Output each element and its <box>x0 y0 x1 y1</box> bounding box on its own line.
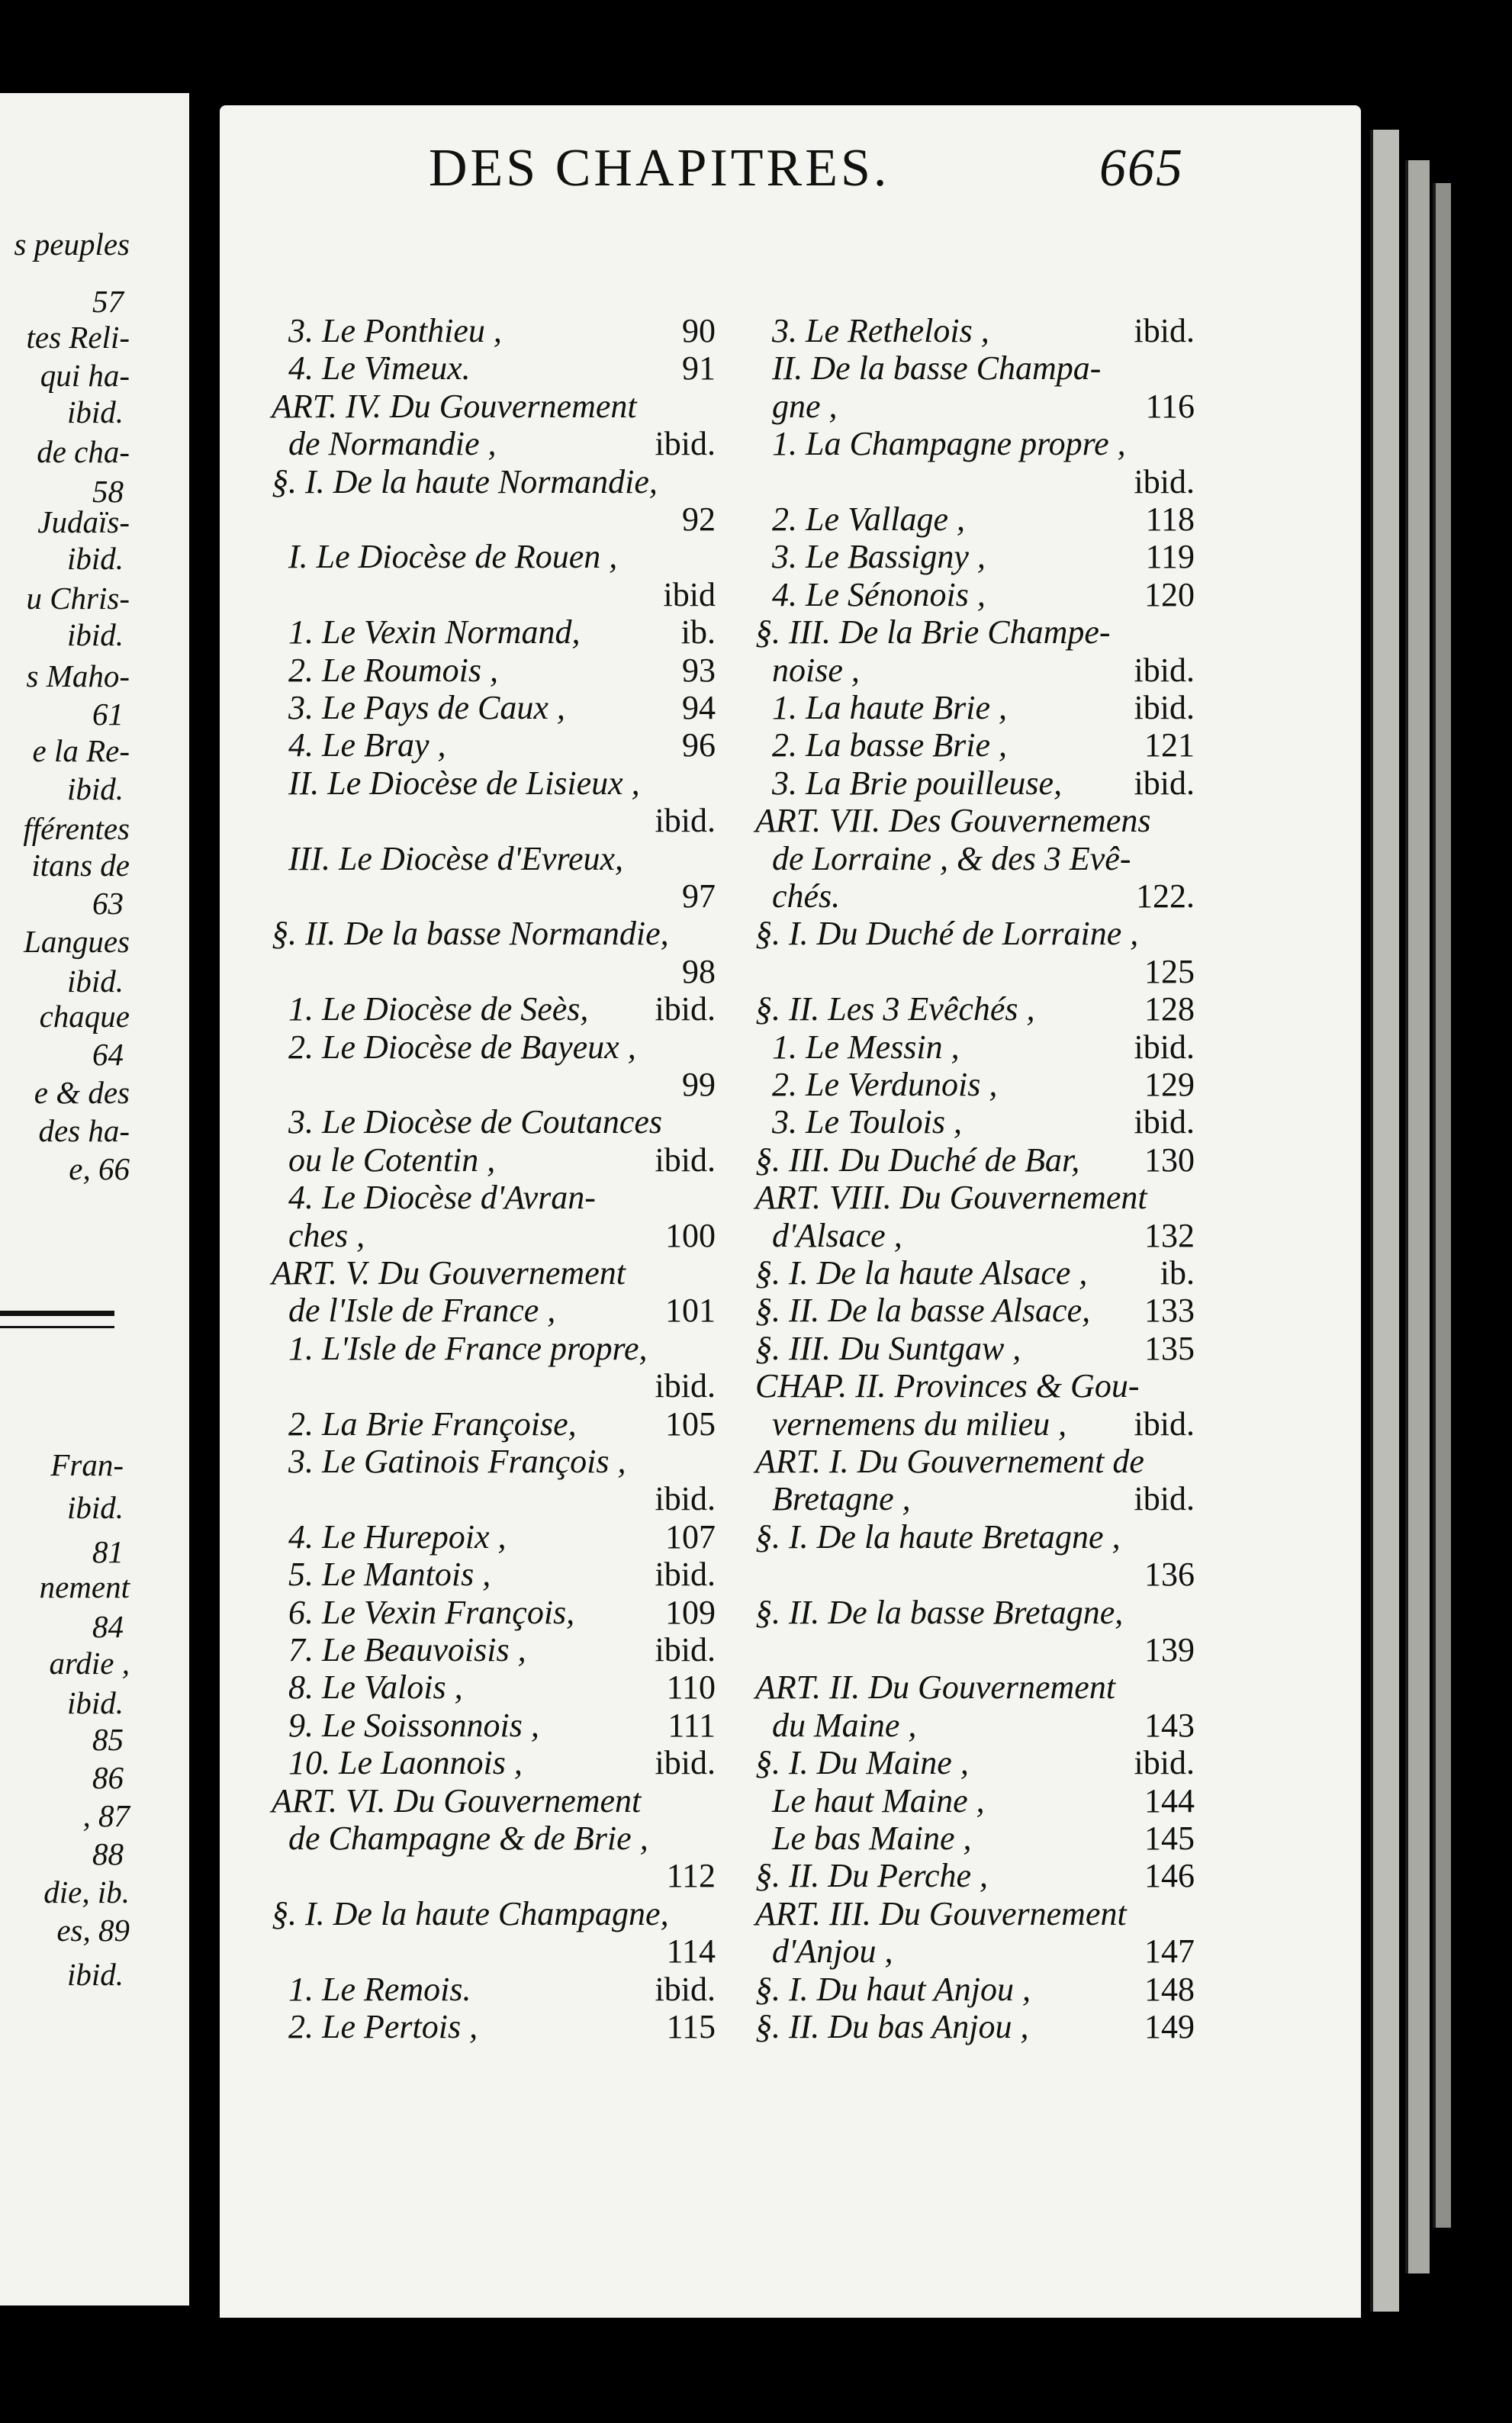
toc-entry-title: 2. Le Verdunois , <box>772 1066 998 1103</box>
toc-entry-title: 10. Le Laonnois , <box>288 1744 523 1781</box>
toc-entry-page: ib. <box>1160 1254 1195 1292</box>
toc-entry-page: ibid. <box>1134 1103 1195 1141</box>
toc-entry-page: 143 <box>1144 1707 1195 1744</box>
toc-entry-page: ibid. <box>655 1480 716 1517</box>
left-page-text: ibid. <box>66 541 124 576</box>
toc-entry-title: §. I. Du haut Anjou , <box>755 1971 1031 2008</box>
toc-entry-title: I. Le Diocèse de Rouen , <box>288 538 618 575</box>
toc-entry-title: d'Anjou , <box>772 1932 893 1970</box>
left-page-text: chaque <box>39 999 130 1034</box>
toc-entry-title: 3. Le Toulois , <box>772 1103 963 1141</box>
left-page-text: ibid. <box>66 617 124 652</box>
left-page-text: Fran- <box>50 1447 124 1482</box>
left-page-text: Judaïs- <box>37 504 130 539</box>
toc-entry-title: 4. Le Diocèse d'Avran- <box>288 1179 596 1216</box>
toc-entry-title: 8. Le Valois , <box>288 1668 463 1706</box>
toc-entry-page: ibid. <box>655 1556 716 1593</box>
toc-entry-title: ART. I. Du Gouvernement de <box>755 1443 1144 1480</box>
page-edge <box>1370 130 1399 2312</box>
toc-entry-title: noise , <box>772 652 860 689</box>
left-page-text: die, ib. <box>43 1874 130 1910</box>
toc-entry-title: 4. Le Hurepoix , <box>288 1518 507 1556</box>
toc-entry-page: 93 <box>682 652 716 689</box>
toc-entry-page: 90 <box>682 312 716 349</box>
toc-entry-page: 119 <box>1145 538 1195 575</box>
left-page-text: ibid. <box>66 964 124 999</box>
toc-entry-page: ibid. <box>655 1971 716 2008</box>
left-page-text: es, 89 <box>56 1913 130 1948</box>
toc-entry-title: Bretagne , <box>772 1480 911 1517</box>
toc-entry-page: 100 <box>665 1217 716 1254</box>
left-page-text: ardie , <box>49 1646 130 1681</box>
toc-entry-page: 98 <box>682 953 716 990</box>
left-page-text: 58 <box>92 474 124 509</box>
left-page-text: ibid. <box>66 771 124 806</box>
toc-entry-page: 101 <box>665 1292 716 1329</box>
left-page-text: fférentes <box>23 811 130 846</box>
toc-entry-title: vernemens du milieu , <box>772 1405 1067 1443</box>
page-edge <box>1405 160 1430 2273</box>
toc-entry-title: 1. Le Remois. <box>288 1971 471 2008</box>
toc-entry-page: ibid. <box>655 802 716 839</box>
toc-entry-page: 133 <box>1144 1292 1195 1329</box>
toc-entry-title: §. III. De la Brie Champe- <box>755 613 1111 651</box>
toc-entry-page: 145 <box>1144 1820 1195 1857</box>
toc-entry-title: ART. II. Du Gouvernement <box>755 1668 1116 1706</box>
toc-entry-title: ART. VIII. Du Gouvernement <box>755 1179 1147 1216</box>
toc-entry-page: ibid. <box>655 1631 716 1668</box>
toc-entry-page: 112 <box>666 1857 716 1894</box>
toc-entry-page: 132 <box>1144 1217 1195 1254</box>
toc-entry-title: §. I. De la haute Alsace , <box>755 1254 1088 1292</box>
left-page-text: des ha- <box>38 1113 130 1148</box>
toc-entry-title: ou le Cotentin , <box>288 1141 496 1179</box>
toc-entry-title: ches , <box>288 1217 365 1254</box>
left-page-text: ibid. <box>66 1957 124 1992</box>
toc-entry-title: 3. Le Gatinois François , <box>288 1443 626 1480</box>
toc-entry-page: 109 <box>665 1594 716 1631</box>
toc-entry-page: 114 <box>666 1932 716 1970</box>
toc-entry-page: 139 <box>1144 1631 1195 1668</box>
left-page-text: itans de <box>31 848 130 883</box>
toc-entry-page: 94 <box>682 689 716 726</box>
toc-entry-page: 97 <box>682 877 716 915</box>
toc-entry-page: 135 <box>1144 1330 1195 1367</box>
toc-entry-title: 3. Le Ponthieu , <box>288 312 502 349</box>
toc-entry-page: 128 <box>1144 990 1195 1028</box>
toc-entry-title: 2. Le Diocèse de Bayeux , <box>288 1028 636 1066</box>
left-page-text: e, 66 <box>69 1151 130 1186</box>
toc-entry-page: ibid. <box>655 1141 716 1179</box>
toc-entry-title: §. I. De la haute Normandie, <box>272 463 658 500</box>
left-page-text: 86 <box>92 1760 124 1795</box>
toc-entry-page: 147 <box>1144 1932 1195 1970</box>
toc-entry-page: 144 <box>1144 1782 1195 1820</box>
toc-entry-page: 105 <box>665 1405 716 1443</box>
toc-entry-title: 3. Le Diocèse de Coutances <box>288 1103 662 1141</box>
toc-entry-title: 3. Le Bassigny , <box>772 538 986 575</box>
toc-entry-title: ART. IV. Du Gouvernement <box>272 388 637 425</box>
toc-entry-title: 9. Le Soissonnois , <box>288 1707 539 1744</box>
toc-entry-page: ibid. <box>1134 312 1195 349</box>
toc-entry-title: Le bas Maine , <box>772 1820 972 1857</box>
toc-entry-page: 110 <box>666 1668 716 1706</box>
toc-entry-page: 118 <box>1145 500 1195 538</box>
toc-entry-title: 3. La Brie pouilleuse, <box>772 764 1063 802</box>
left-page-text: qui ha- <box>40 358 130 393</box>
toc-entry-title: II. Le Diocèse de Lisieux , <box>288 764 640 802</box>
left-page-text: 85 <box>92 1722 124 1757</box>
toc-entry-page: ibid. <box>655 1367 716 1405</box>
toc-entry-title: CHAP. II. Provinces & Gou- <box>755 1367 1140 1405</box>
toc-entry-title: §. I. De la haute Champagne, <box>272 1895 669 1932</box>
toc-entry-title: 1. Le Diocèse de Seès, <box>288 990 589 1028</box>
toc-entry-page: 136 <box>1144 1556 1195 1593</box>
toc-entry-title: §. II. De la basse Alsace, <box>755 1292 1091 1329</box>
toc-entry-title: de Normandie , <box>288 425 497 462</box>
toc-entry-title: 4. Le Sénonois , <box>772 576 986 613</box>
toc-entry-title: 1. Le Vexin Normand, <box>288 613 581 651</box>
toc-entry-page: 146 <box>1144 1857 1195 1894</box>
toc-entry-title: 2. La basse Brie , <box>772 726 1007 764</box>
left-page-text: u Chris- <box>26 581 130 616</box>
left-page-fragment <box>0 93 189 2306</box>
toc-entry-page: ibid. <box>1134 652 1195 689</box>
toc-entry-title: ART. VI. Du Gouvernement <box>272 1782 642 1820</box>
toc-entry-page: ibid. <box>1134 764 1195 802</box>
toc-entry-title: 3. Le Pays de Caux , <box>288 689 565 726</box>
toc-entry-page: 96 <box>682 726 716 764</box>
toc-entry-title: 1. Le Messin , <box>772 1028 960 1066</box>
toc-entry-title: §. I. Du Duché de Lorraine , <box>755 915 1139 952</box>
toc-entry-title: ART. V. Du Gouvernement <box>272 1254 626 1292</box>
double-rule <box>0 1311 114 1316</box>
toc-entry-title: 4. Le Vimeux. <box>288 349 471 387</box>
toc-entry-page: 107 <box>665 1518 716 1556</box>
toc-entry-title: 2. Le Vallage , <box>772 500 965 538</box>
toc-entry-page: ibid. <box>1134 1028 1195 1066</box>
left-page-text: tes Reli- <box>26 320 130 355</box>
page-edge <box>1433 183 1451 2228</box>
left-page-text: s Maho- <box>26 658 130 693</box>
left-page-text: 81 <box>92 1534 124 1569</box>
toc-entry-title: §. II. Du bas Anjou , <box>755 2008 1029 2045</box>
toc-entry-page: 116 <box>1145 388 1195 425</box>
page-number: 665 <box>1099 139 1184 198</box>
toc-entry-page: ibid. <box>1134 689 1195 726</box>
toc-entry-title: 1. La haute Brie , <box>772 689 1007 726</box>
toc-entry-page: 122. <box>1136 877 1195 915</box>
toc-entry-title: III. Le Diocèse d'Evreux, <box>288 840 624 877</box>
left-page-text: ibid. <box>66 1490 124 1525</box>
toc-entry-page: 148 <box>1144 1971 1195 2008</box>
toc-entry-title: gne , <box>772 388 838 425</box>
toc-entry-page: ibid. <box>655 990 716 1028</box>
toc-entry-title: de l'Isle de France , <box>288 1292 556 1329</box>
toc-entry-page: 111 <box>668 1707 716 1744</box>
toc-entry-page: ibid. <box>655 425 716 462</box>
toc-entry-page: ibid. <box>1134 1744 1195 1781</box>
toc-entry-title: 2. La Brie Françoise, <box>288 1405 577 1443</box>
double-rule <box>0 1326 114 1328</box>
left-page-text: nement <box>39 1569 130 1604</box>
toc-entry-title: 7. Le Beauvoisis , <box>288 1631 526 1668</box>
toc-entry-title: de Champagne & de Brie , <box>288 1820 648 1857</box>
toc-entry-page: ibid <box>663 576 716 613</box>
left-page-text: 57 <box>92 284 124 319</box>
toc-entry-page: 91 <box>682 349 716 387</box>
left-page-text: s peuples <box>14 227 130 262</box>
toc-entry-title: §. II. De la basse Bretagne, <box>755 1594 1124 1631</box>
toc-entry-title: ART. VII. Des Gouvernemens <box>755 802 1151 839</box>
left-page-text: ibid. <box>66 1685 124 1720</box>
left-page-text: , 87 <box>82 1798 130 1833</box>
toc-entry-page: ibid. <box>1134 1480 1195 1517</box>
toc-entry-title: §. II. Du Perche , <box>755 1857 989 1894</box>
left-page-text: 88 <box>92 1836 124 1871</box>
toc-entry-title: §. I. Du Maine , <box>755 1744 969 1781</box>
toc-entry-title: du Maine , <box>772 1707 917 1744</box>
left-page-text: 84 <box>92 1609 124 1644</box>
left-page-text: ibid. <box>66 394 124 430</box>
toc-entry-title: §. III. Du Duché de Bar, <box>755 1141 1080 1179</box>
toc-entry-title: 3. Le Rethelois , <box>772 312 989 349</box>
toc-entry-page: 129 <box>1144 1066 1195 1103</box>
toc-entry-title: 2. Le Pertois , <box>288 2008 478 2045</box>
toc-entry-title: 5. Le Mantois , <box>288 1556 491 1593</box>
toc-entry-title: 6. Le Vexin François, <box>288 1594 575 1631</box>
toc-entry-title: §. II. Les 3 Evêchés , <box>755 990 1035 1028</box>
toc-entry-page: 149 <box>1144 2008 1195 2045</box>
toc-entry-title: §. III. Du Suntgaw , <box>755 1330 1021 1367</box>
toc-entry-title: 1. L'Isle de France propre, <box>288 1330 648 1367</box>
toc-entry-title: 2. Le Roumois , <box>288 652 498 689</box>
toc-entry-title: §. II. De la basse Normandie, <box>272 915 669 952</box>
left-page-text: Langues <box>24 924 130 959</box>
toc-entry-title: 4. Le Bray , <box>288 726 446 764</box>
toc-entry-page: 130 <box>1144 1141 1195 1179</box>
toc-entry-page: 120 <box>1144 576 1195 613</box>
toc-entry-page: ibid. <box>1134 1405 1195 1443</box>
toc-entry-page: ibid. <box>1134 463 1195 500</box>
left-page-text: 63 <box>92 886 124 921</box>
toc-entry-page: 125 <box>1144 953 1195 990</box>
toc-entry-page: 115 <box>666 2008 716 2045</box>
left-page-text: e la Re- <box>32 733 130 768</box>
toc-entry-page: ib. <box>680 613 716 651</box>
left-page-text: 61 <box>92 697 124 732</box>
toc-entry-title: chés. <box>772 877 841 915</box>
toc-entry-page: ibid. <box>655 1744 716 1781</box>
toc-entry-page: 92 <box>682 500 716 538</box>
left-page-text: e & des <box>34 1075 130 1110</box>
toc-entry-title: Le haut Maine , <box>772 1782 985 1820</box>
toc-entry-page: 99 <box>682 1066 716 1103</box>
left-page-text: de cha- <box>37 434 130 469</box>
left-page-text: 64 <box>92 1037 124 1072</box>
running-head-title: DES CHAPITRES. <box>429 139 890 198</box>
toc-entry-title: §. I. De la haute Bretagne , <box>755 1518 1121 1556</box>
toc-entry-page: 121 <box>1144 726 1195 764</box>
toc-entry-title: de Lorraine , & des 3 Evê- <box>772 840 1131 877</box>
toc-entry-title: ART. III. Du Gouvernement <box>755 1895 1127 1932</box>
toc-entry-title: II. De la basse Champa- <box>772 349 1102 387</box>
toc-entry-title: d'Alsace , <box>772 1217 902 1254</box>
toc-entry-title: 1. La Champagne propre , <box>772 425 1126 462</box>
